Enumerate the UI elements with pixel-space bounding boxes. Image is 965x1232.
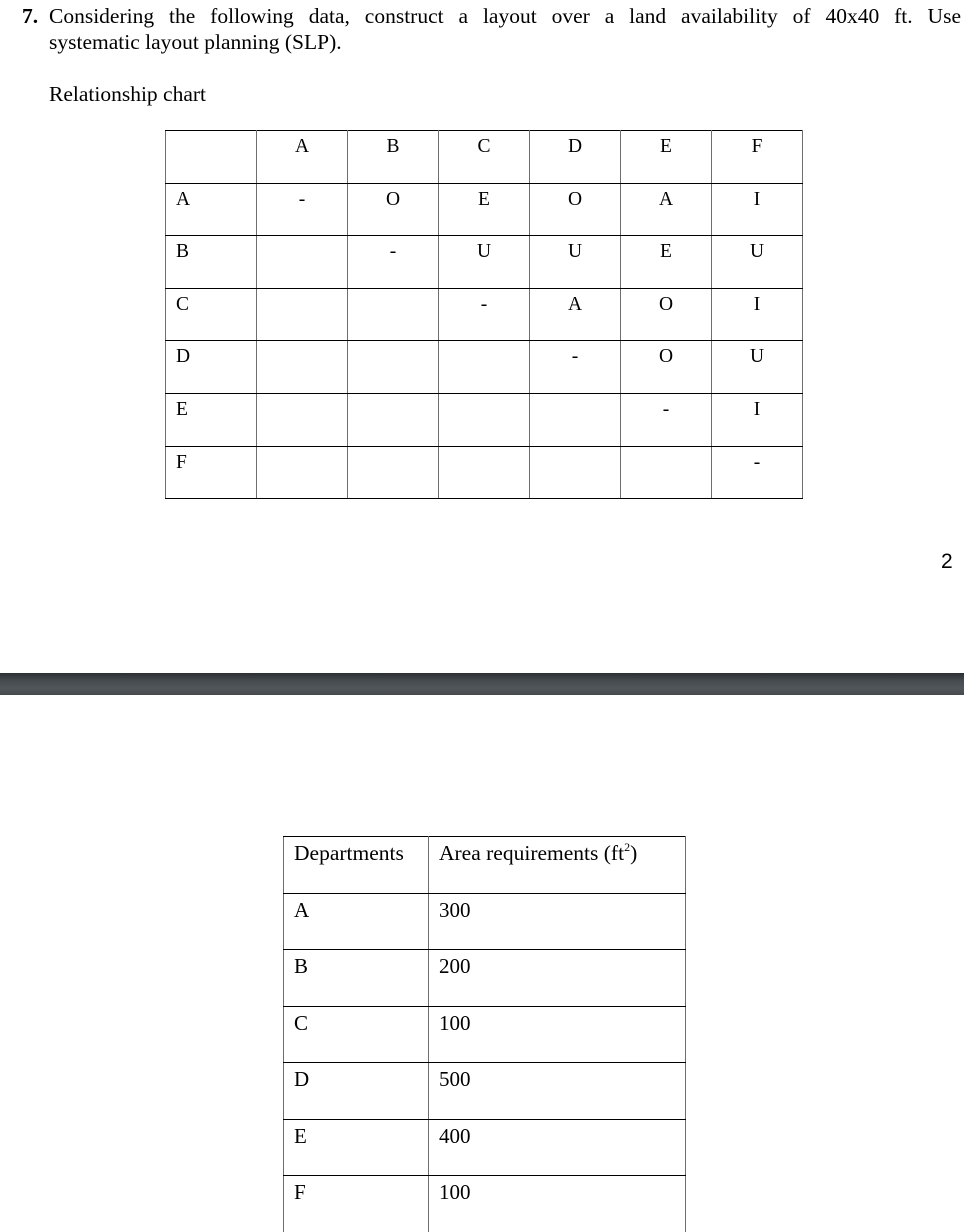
- row-label: B: [166, 236, 257, 289]
- header-cell-a: A: [257, 131, 348, 184]
- relationship-cell: U: [439, 236, 530, 289]
- row-label: E: [166, 393, 257, 446]
- question-text-line2: systematic layout planning (SLP).: [49, 29, 342, 55]
- relationship-cell: [257, 236, 348, 289]
- relationship-cell: E: [439, 183, 530, 236]
- relationship-cell: O: [621, 341, 712, 394]
- row-label: A: [166, 183, 257, 236]
- relationship-cell: -: [712, 446, 803, 499]
- relationship-cell: [348, 341, 439, 394]
- relationship-cell: [439, 446, 530, 499]
- relationship-cell: U: [530, 236, 621, 289]
- department-cell: D: [284, 1063, 429, 1120]
- relationship-cell: [348, 393, 439, 446]
- relationship-cell: [621, 446, 712, 499]
- relationship-cell: I: [712, 288, 803, 341]
- area-cell: 300: [429, 893, 686, 950]
- header-area-superscript: 2: [624, 840, 630, 854]
- header-cell-b: B: [348, 131, 439, 184]
- header-row: [166, 131, 803, 184]
- relationship-cell: O: [348, 183, 439, 236]
- header-cell-c: C: [439, 131, 530, 184]
- relationship-cell: -: [530, 341, 621, 394]
- table-row: [166, 236, 803, 289]
- relationship-cell: O: [530, 183, 621, 236]
- table-row: [284, 1119, 686, 1176]
- relationship-cell: [257, 341, 348, 394]
- table-row: [166, 393, 803, 446]
- relationship-cell: -: [257, 183, 348, 236]
- department-cell: A: [284, 893, 429, 950]
- table-row: [166, 446, 803, 499]
- table-row: [284, 1063, 686, 1120]
- area-cell: 400: [429, 1119, 686, 1176]
- table-row: [284, 1176, 686, 1232]
- relationship-cell: A: [530, 288, 621, 341]
- table-row: [166, 183, 803, 236]
- relationship-cell: [257, 446, 348, 499]
- relationship-cell: A: [621, 183, 712, 236]
- area-cell: 200: [429, 950, 686, 1007]
- relationship-cell: [439, 341, 530, 394]
- relationship-cell: [530, 446, 621, 499]
- row-label: F: [166, 446, 257, 499]
- header-cell-d: D: [530, 131, 621, 184]
- table-row: [284, 950, 686, 1007]
- relationship-cell: [348, 446, 439, 499]
- relationship-cell: [257, 288, 348, 341]
- area-cell: 500: [429, 1063, 686, 1120]
- page-number: 2: [941, 550, 953, 574]
- header-area-close: ): [630, 841, 637, 865]
- relationship-cell: [530, 393, 621, 446]
- relationship-chart-caption: Relationship chart: [49, 81, 206, 107]
- area-cell: 100: [429, 1006, 686, 1063]
- question-text-line1: Considering the following data, construct a layout over a land availability of 40x40 ft. Use: [49, 3, 961, 29]
- relationship-cell: -: [348, 236, 439, 289]
- relationship-cell: E: [621, 236, 712, 289]
- area-requirements-table: [283, 836, 686, 1232]
- header-area: [429, 837, 686, 894]
- relationship-cell: O: [621, 288, 712, 341]
- relationship-cell: I: [712, 183, 803, 236]
- department-cell: C: [284, 1006, 429, 1063]
- department-cell: B: [284, 950, 429, 1007]
- relationship-cell: U: [712, 236, 803, 289]
- table-row: [284, 1006, 686, 1063]
- area-cell: 100: [429, 1176, 686, 1232]
- question-number: 7.: [22, 3, 38, 29]
- relationship-cell: -: [621, 393, 712, 446]
- relationship-cell: [439, 393, 530, 446]
- header-cell-e: E: [621, 131, 712, 184]
- relationship-cell: U: [712, 341, 803, 394]
- relationship-cell: [257, 393, 348, 446]
- header-row: [284, 837, 686, 894]
- relationship-cell: -: [439, 288, 530, 341]
- table-row: [166, 341, 803, 394]
- header-cell-corner: [166, 131, 257, 184]
- relationship-cell: [348, 288, 439, 341]
- department-cell: F: [284, 1176, 429, 1232]
- header-cell-f: F: [712, 131, 803, 184]
- table-row: [284, 893, 686, 950]
- relationship-cell: I: [712, 393, 803, 446]
- relationship-chart-table: [165, 130, 803, 499]
- page-separator: [0, 673, 964, 695]
- row-label: D: [166, 341, 257, 394]
- department-cell: E: [284, 1119, 429, 1176]
- header-departments: Departments: [284, 837, 429, 894]
- table-row: [166, 288, 803, 341]
- row-label: C: [166, 288, 257, 341]
- header-area-text: Area requirements (ft: [439, 841, 624, 865]
